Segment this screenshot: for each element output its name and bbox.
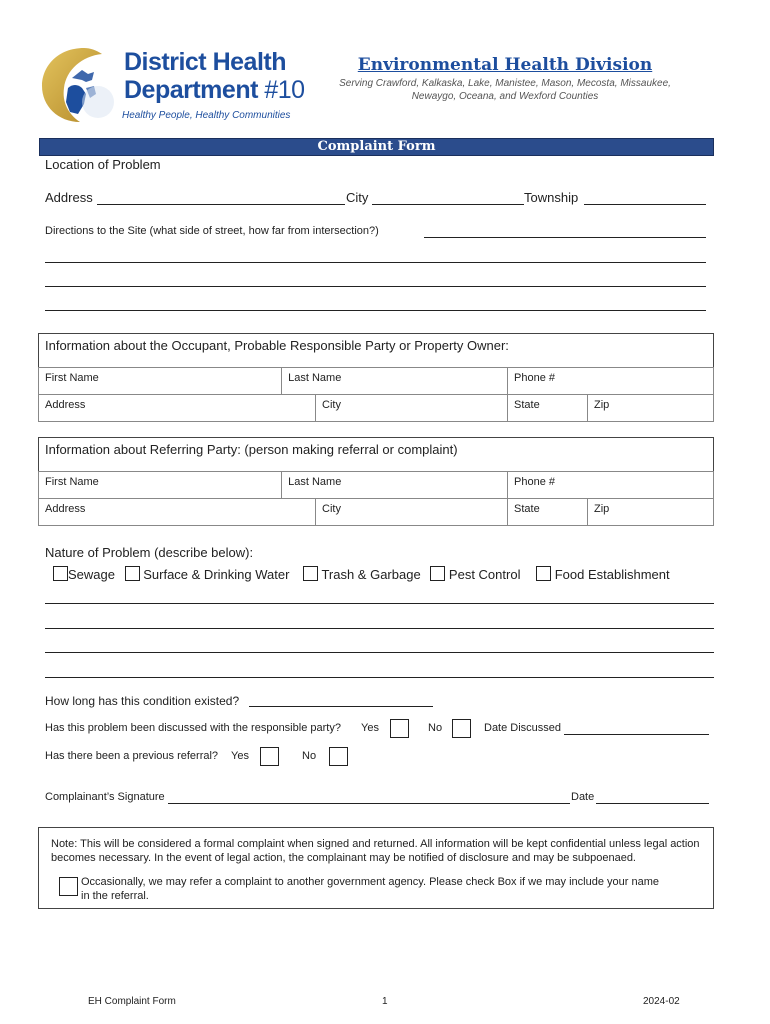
occupant-first-name-label: First Name [45, 372, 99, 384]
form-title-bar [39, 138, 714, 156]
sewage-label: Sewage [68, 567, 115, 582]
pest-control-option[interactable] [430, 567, 520, 582]
discussed-yes-label: Yes [361, 722, 379, 734]
surface-water-label: Surface & Drinking Water [143, 567, 290, 582]
how-long-field[interactable] [249, 706, 433, 707]
referral-no-checkbox[interactable] [329, 747, 348, 766]
occupant-zip-label: Zip [594, 399, 610, 411]
food-establishment-option[interactable] [536, 567, 670, 582]
food-establishment-label: Food Establishment [554, 567, 670, 582]
date-discussed-field[interactable] [564, 734, 709, 735]
how-long-label: How long has this condition existed? [45, 694, 240, 708]
directions-label: Directions to the Site (what side of street, how far from intersection?) [45, 225, 379, 237]
discussed-label: Has this problem been discussed with the responsible party? [45, 722, 341, 734]
occupant-phone-label: Phone # [514, 372, 555, 384]
refer-consent-line1: Occasionally, we may refer a complaint to another government agency. Please check Box if we may include your name [81, 876, 659, 888]
township-field[interactable] [584, 204, 706, 205]
address-label: Address [45, 190, 93, 205]
logo [38, 44, 305, 126]
occupant-last-name-cell[interactable] [282, 368, 508, 395]
pest-control-checkbox[interactable] [430, 566, 445, 581]
form-title: Complaint Form [317, 139, 436, 154]
date-discussed-label: Date Discussed [484, 722, 562, 734]
referrer-zip-cell[interactable] [588, 499, 714, 526]
nature-options [53, 566, 670, 582]
division-title: Environmental Health Division [357, 55, 653, 75]
referrer-heading: Information about Referring Party: (person making referral or complaint) [45, 442, 458, 457]
city-label: City [346, 190, 369, 205]
refer-consent-line2: in the referral. [81, 890, 149, 902]
city-field[interactable] [372, 204, 524, 205]
logo-number: #10 [264, 76, 305, 104]
referrer-first-name-cell[interactable] [39, 472, 282, 499]
nature-heading: Nature of Problem (describe below): [45, 545, 254, 560]
occupant-heading: Information about the Occupant, Probable Responsible Party or Property Owner: [45, 338, 509, 353]
nature-line-1[interactable] [45, 603, 714, 604]
refer-consent-checkbox[interactable] [59, 877, 78, 896]
logo-line2 [124, 76, 305, 105]
referrer-first-name-label: First Name [45, 476, 99, 488]
directions-line-3[interactable] [45, 286, 706, 287]
location-heading: Location of Problem [45, 157, 161, 172]
nature-line-4[interactable] [45, 677, 714, 678]
surface-water-option[interactable] [125, 567, 290, 582]
address-field[interactable] [97, 204, 345, 205]
trash-garbage-checkbox[interactable] [303, 566, 318, 581]
referrer-phone-label: Phone # [514, 476, 555, 488]
occupant-city-label: City [322, 399, 341, 411]
michigan-logo-icon [38, 44, 130, 126]
serving-counties-line1: Serving Crawford, Kalkaska, Lake, Manistee, Mason, Mecosta, Missaukee, [339, 78, 671, 89]
footer-revision: 2024-02 [643, 996, 680, 1007]
sewage-option[interactable] [53, 567, 115, 582]
directions-line-2[interactable] [45, 262, 706, 263]
discussed-yes-checkbox[interactable] [390, 719, 409, 738]
referral-no-label: No [302, 750, 317, 762]
referrer-state-label: State [514, 503, 540, 515]
referral-yes-checkbox[interactable] [260, 747, 279, 766]
serving-counties-line2: Newaygo, Oceana, and Wexford Counties [411, 91, 599, 102]
note-text: Note: This will be considered a formal complaint when signed and returned. All information will be kept confidential unless legal action becomes necessary. In the event of legal action, the complainant may be notified of disclosure and may be subpoenaed. [51, 838, 700, 864]
food-establishment-checkbox[interactable] [536, 566, 551, 581]
referrer-last-name-cell[interactable] [282, 472, 508, 499]
previous-referral-label: Has there been a previous referral? [45, 750, 219, 762]
referrer-heading-box [38, 437, 714, 472]
referrer-address-label: Address [45, 503, 86, 515]
referrer-last-name-label: Last Name [288, 476, 342, 488]
sewage-checkbox[interactable] [53, 566, 68, 581]
footer-form-name: EH Complaint Form [88, 996, 176, 1007]
occupant-address-label: Address [45, 399, 86, 411]
nature-line-3[interactable] [45, 652, 714, 653]
occupant-phone-cell[interactable] [508, 368, 714, 395]
occupant-city-cell[interactable] [316, 395, 508, 422]
occupant-last-name-label: Last Name [288, 372, 342, 384]
referrer-address-cell[interactable] [39, 499, 316, 526]
signature-label: Complainant’s Signature [45, 791, 165, 803]
discussed-no-label: No [428, 722, 443, 734]
referrer-city-label: City [322, 503, 341, 515]
township-label: Township [524, 190, 579, 205]
occupant-first-name-cell[interactable] [39, 368, 282, 395]
occupant-state-cell[interactable] [508, 395, 588, 422]
signature-date-field[interactable] [596, 803, 709, 804]
trash-garbage-label: Trash & Garbage [321, 567, 421, 582]
directions-field[interactable] [424, 237, 706, 238]
logo-line1: District Health [124, 48, 286, 76]
logo-tagline: Healthy People, Healthy Communities [122, 110, 291, 121]
surface-water-checkbox[interactable] [125, 566, 140, 581]
referrer-zip-label: Zip [594, 503, 610, 515]
referrer-state-cell[interactable] [508, 499, 588, 526]
signature-field[interactable] [168, 803, 570, 804]
pest-control-label: Pest Control [448, 567, 521, 582]
occupant-table [38, 367, 714, 422]
referrer-city-cell[interactable] [316, 499, 508, 526]
occupant-zip-cell[interactable] [588, 395, 714, 422]
nature-line-2[interactable] [45, 628, 714, 629]
trash-garbage-option[interactable] [303, 567, 421, 582]
directions-line-4[interactable] [45, 310, 706, 311]
signature-date-label: Date [571, 791, 595, 803]
occupant-address-cell[interactable] [39, 395, 316, 422]
referrer-phone-cell[interactable] [508, 472, 714, 499]
referrer-table [38, 471, 714, 526]
footer-page-number: 1 [382, 996, 388, 1007]
logo-department: Department [124, 76, 258, 104]
discussed-no-checkbox[interactable] [452, 719, 471, 738]
occupant-heading-box [38, 333, 714, 368]
occupant-state-label: State [514, 399, 540, 411]
note-box [38, 827, 714, 909]
referral-yes-label: Yes [231, 750, 249, 762]
